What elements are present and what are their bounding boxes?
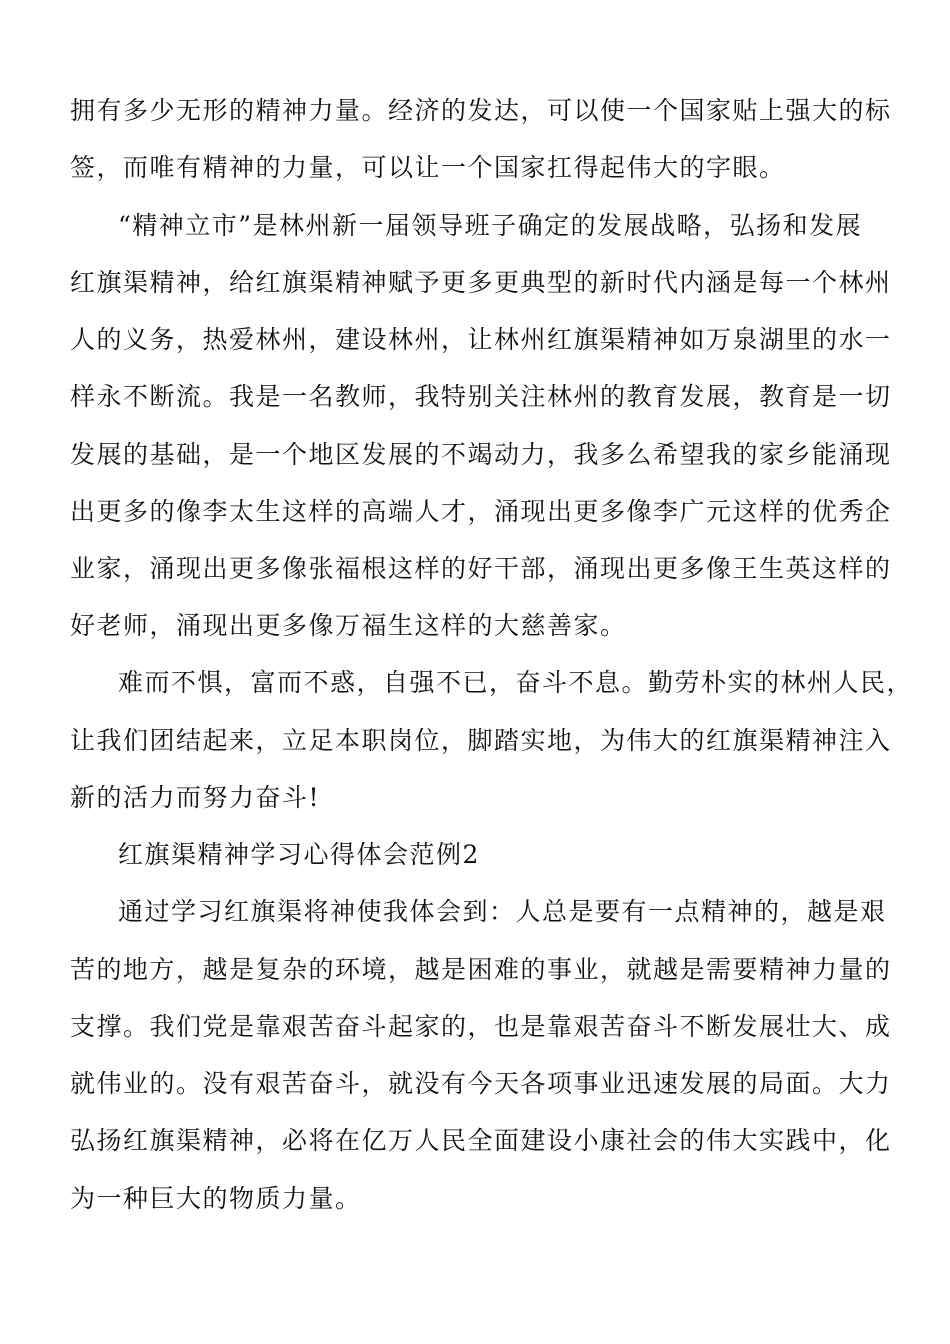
text-line-19: 弘扬红旗渠精神，必将在亿万人民全面建设小康社会的伟大实践中，化 [70, 1126, 892, 1155]
text-line-18: 就伟业的。没有艰苦奋斗，就没有今天各项事业迅速发展的局面。大力 [70, 1069, 892, 1098]
text-line-5: 人的义务，热爱林州，建设林州，让林州红旗渠精神如万泉湖里的水一 [70, 325, 892, 354]
section-heading: 红旗渠精神学习心得体会范例2 [118, 840, 480, 869]
text-line-9: 业家，涌现出更多像张福根这样的好干部，涌现出更多像王生英这样的 [70, 554, 892, 583]
text-line-7: 发展的基础，是一个地区发展的不竭动力，我多么希望我的家乡能涌现 [70, 440, 892, 469]
text-line-16: 苦的地方，越是复杂的环境，越是困难的事业，就越是需要精神力量的 [70, 955, 892, 984]
text-line-4: 红旗渠精神，给红旗渠精神赋予更多更典型的新时代内涵是每一个林州 [70, 268, 892, 297]
text-line-3: “精神立市”是林州新一届领导班子确定的发展战略，弘扬和发展 [118, 211, 863, 240]
text-line-12: 让我们团结起来，立足本职岗位，脚踏实地，为伟大的红旗渠精神注入 [70, 726, 892, 755]
text-line-13: 新的活力而努力奋斗! [70, 783, 321, 812]
text-line-20: 为一种巨大的物质力量。 [70, 1184, 362, 1213]
text-line-17: 支撑。我们党是靠艰苦奋斗起家的，也是靠艰苦奋斗不断发展壮大、成 [70, 1012, 892, 1041]
text-line-6: 样永不断流。我是一名教师，我特别关注林州的教育发展，教育是一切 [70, 382, 892, 411]
text-line-10: 好老师，涌现出更多像万福生这样的大慈善家。 [70, 611, 627, 640]
text-line-8: 出更多的像李太生这样的高端人才，涌现出更多像李广元这样的优秀企 [70, 497, 892, 526]
text-line-15: 通过学习红旗渠将神使我体会到：人总是要有一点精神的，越是艰 [118, 897, 887, 926]
text-line-11: 难而不惧，富而不惑，自强不已，奋斗不息。勤劳朴实的林州人民， [118, 668, 914, 697]
text-line-1: 拥有多少无形的精神力量。经济的发达，可以使一个国家贴上强大的标 [70, 96, 892, 125]
text-line-2: 签，而唯有精神的力量，可以让一个国家扛得起伟大的字眼。 [70, 153, 786, 182]
